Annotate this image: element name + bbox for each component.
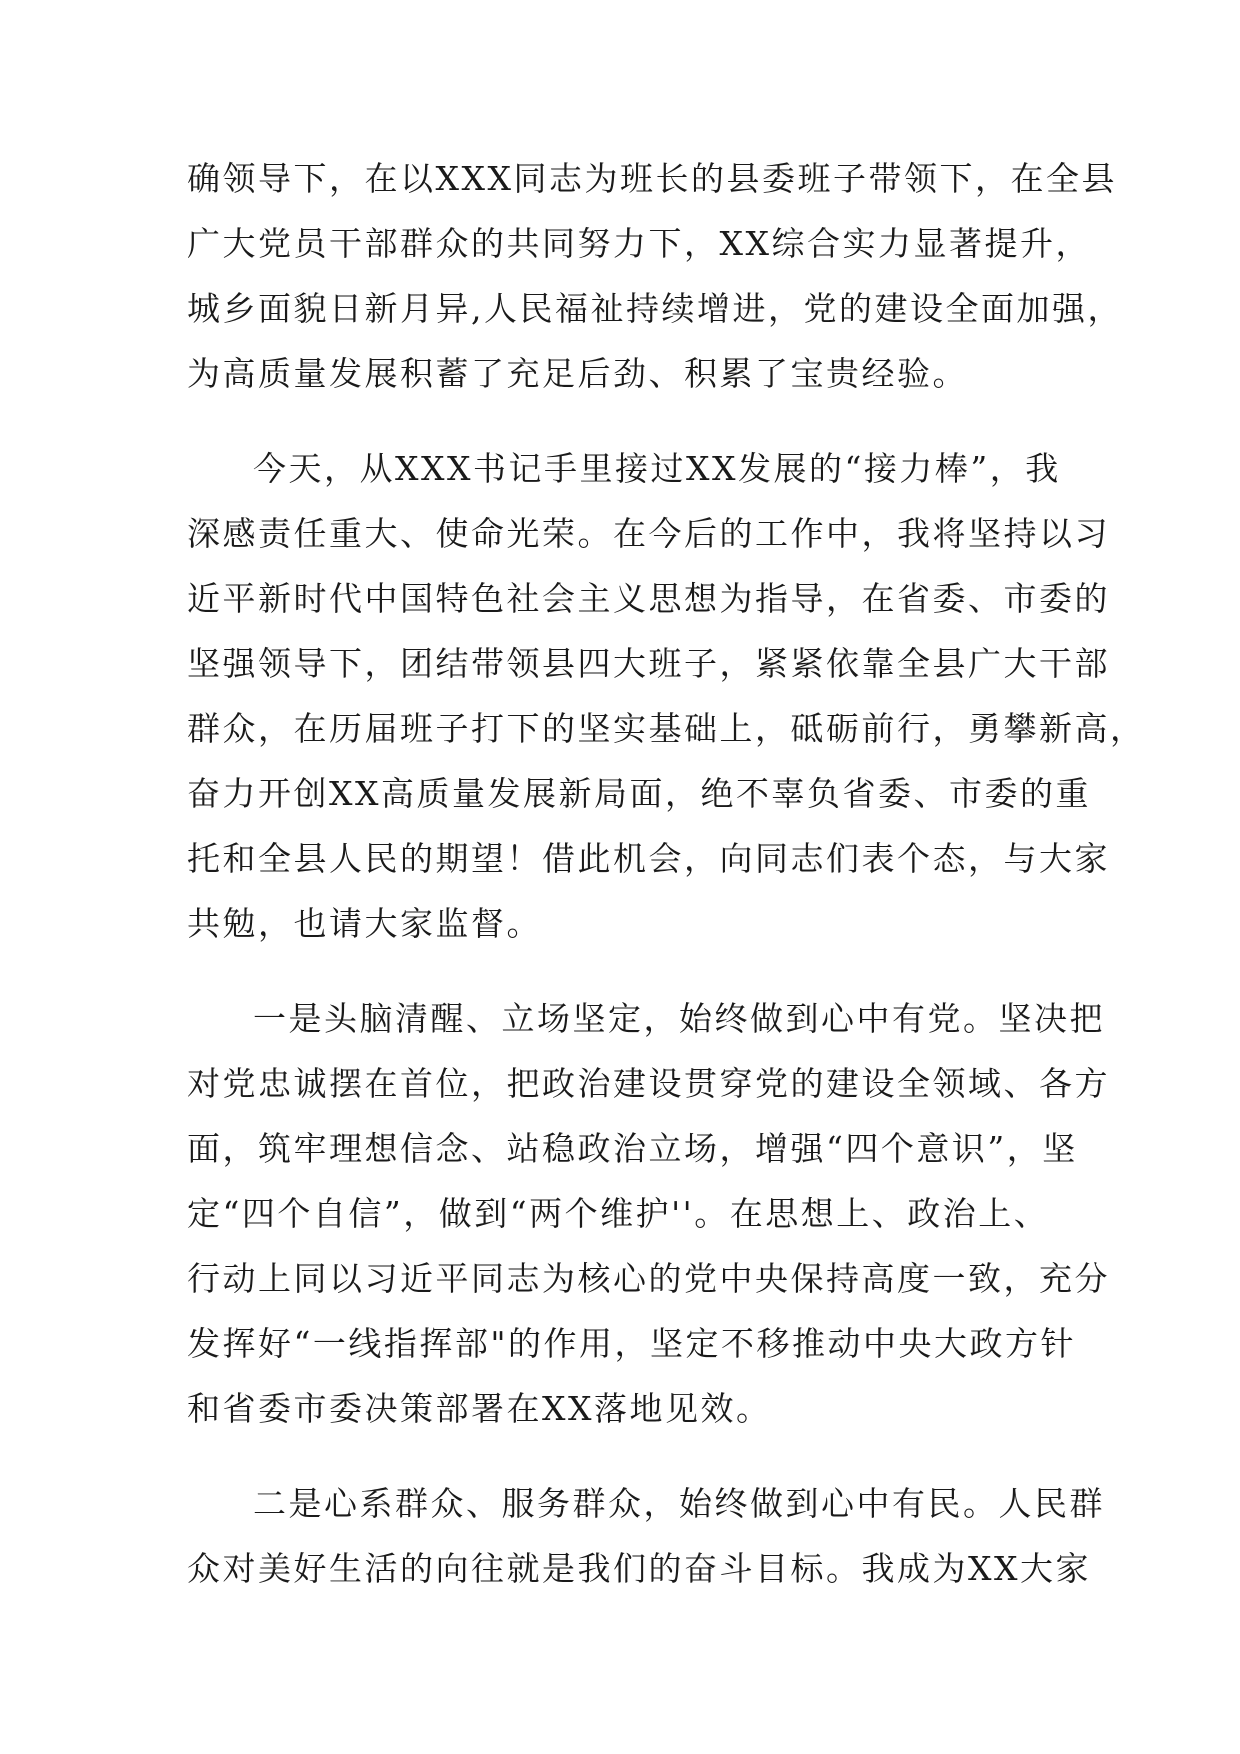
text-line: 深感责任重大、使命光荣。在今后的工作中，我将坚持以习 [187, 514, 1110, 553]
text-line: 广大党员干部群众的共同努力下，XX综合实力显著提升， [187, 224, 1091, 263]
text-line: 面，筑牢理想信念、站稳政治立场，增强“四个意识”，坚 [187, 1129, 1078, 1168]
text-line: 发挥好“一线指挥部"的作用，坚定不移推动中央大政方针 [187, 1324, 1077, 1363]
text-line: 为高质量发展积蓄了充足后劲、积累了宝贵经验。 [187, 354, 968, 393]
text-line: 奋力开创XX高质量发展新局面，绝不辜负省委、市委的重 [187, 774, 1091, 813]
text-line: 对党忠诚摆在首位，把政治建设贯穿党的建设全领域、各方 [187, 1064, 1110, 1103]
text-line: 托和全县人民的期望！借此机会，向同志们表个态，与大家 [187, 839, 1110, 878]
text-line: 群众，在历届班子打下的坚实基础上，砥砺前行，勇攀新高， [187, 709, 1146, 748]
paragraph-2 [187, 436, 1146, 956]
paragraph-4 [187, 1471, 1105, 1601]
text-line: 和省委市委决策部署在XX落地见效。 [187, 1389, 772, 1428]
text-line: 近平新时代中国特色社会主义思想为指导，在省委、市委的 [187, 579, 1110, 618]
paragraph-1 [187, 146, 1123, 406]
text-line: 众对美好生活的向往就是我们的奋斗目标。我成为XX大家 [187, 1549, 1091, 1588]
text-line: 一是头脑清醒、立场坚定，始终做到心中有党。坚决把 [253, 999, 1105, 1038]
text-line: 坚强领导下，团结带领县四大班子，紧紧依靠全县广大干部 [187, 644, 1110, 683]
paragraph-3 [187, 986, 1110, 1441]
text-line: 城乡面貌日新月异,人民福祉持续增进，党的建设全面加强， [187, 289, 1123, 328]
text-line: 二是心系群众、服务群众，始终做到心中有民。人民群 [253, 1484, 1105, 1523]
text-line: 行动上同以习近平同志为核心的党中央保持高度一致，充分 [187, 1259, 1110, 1298]
text-line: 今天，从XXX书记手里接过XX发展的“接力棒”，我 [253, 449, 1061, 488]
document-body [187, 146, 1146, 1631]
text-line: 定“四个自信”，做到“两个维护''。在思想上、政治上、 [187, 1194, 1050, 1233]
text-line: 确领导下，在以XXX同志为班长的县委班子带领下，在全县 [187, 159, 1117, 198]
text-line: 共勉，也请大家监督。 [187, 904, 542, 943]
